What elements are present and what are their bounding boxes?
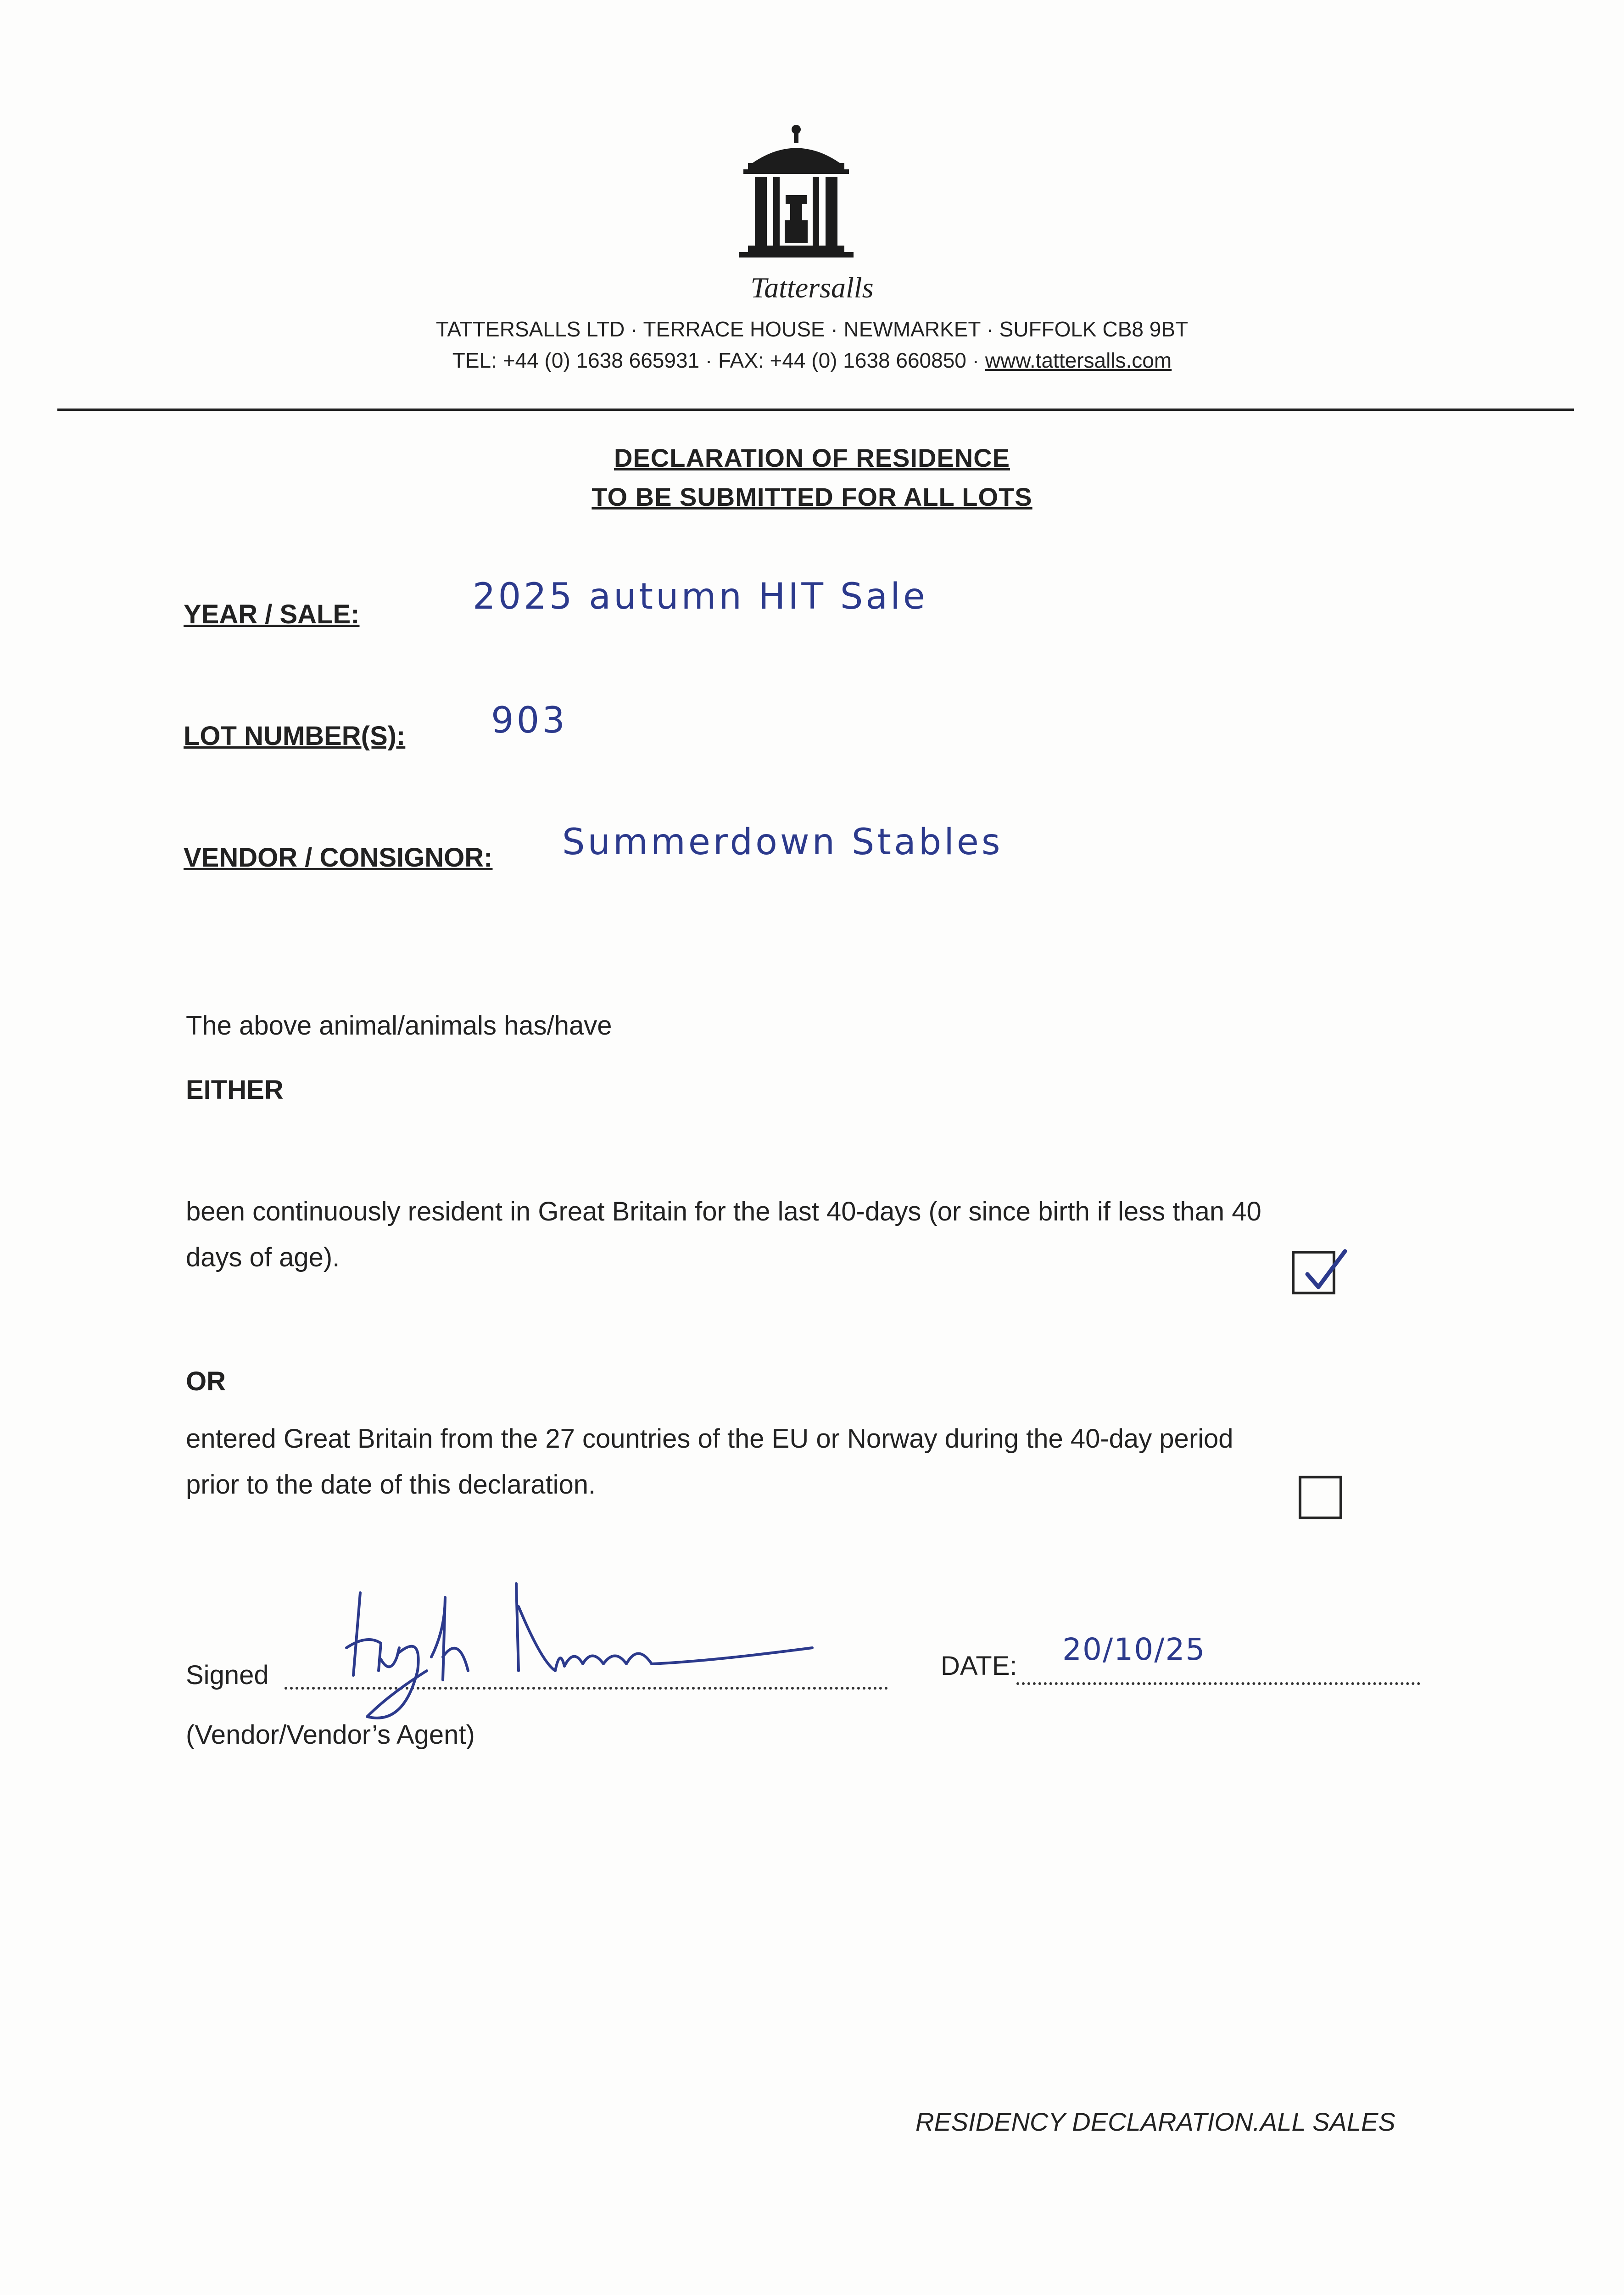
option2-text-line2: prior to the date of this declaration. <box>186 1470 596 1500</box>
date-label: DATE: <box>941 1651 1017 1681</box>
form-title: DECLARATION OF RESIDENCE <box>614 443 1010 472</box>
signer-role: (Vendor/Vendor’s Agent) <box>186 1720 475 1750</box>
checkmark-icon <box>1299 1242 1350 1297</box>
handwritten-signature[interactable] <box>340 1579 826 1730</box>
option1-text-line1: been continuously resident in Great Britain for the last 40-days (or since birth if less than 40 <box>186 1197 1261 1226</box>
option1-checkbox[interactable] <box>1292 1251 1335 1294</box>
footer-note: RESIDENCY DECLARATION.ALL SALES <box>915 2107 1395 2136</box>
option1-text-line2: days of age). <box>186 1243 340 1272</box>
form-subtitle: TO BE SUBMITTED FOR ALL LOTS <box>592 482 1032 511</box>
tattersalls-logo <box>734 119 858 275</box>
lot-number-label: LOT NUMBER(S): <box>184 721 406 751</box>
website-link[interactable]: www.tattersalls.com <box>985 348 1172 372</box>
signed-label: Signed <box>186 1660 269 1690</box>
date-value[interactable]: 20/10/25 <box>1062 1632 1206 1667</box>
lot-number-value[interactable]: 903 <box>491 700 568 741</box>
option2-checkbox[interactable] <box>1299 1476 1342 1519</box>
logo-wordmark: Tattersalls <box>750 271 874 304</box>
year-sale-value[interactable]: 2025 autumn HIT Sale <box>473 576 928 617</box>
vendor-value[interactable]: Summerdown Stables <box>562 822 1003 863</box>
header-divider <box>57 409 1574 411</box>
declaration-intro: The above animal/animals has/have <box>186 1011 612 1041</box>
company-contact <box>0 348 1624 373</box>
option2-text-line1: entered Great Britain from the 27 countries of the EU or Norway during the 40-day period <box>186 1424 1233 1454</box>
contact-phone-fax: TEL: +44 (0) 1638 665931 · FAX: +44 (0) 1638 660850 · <box>452 348 985 372</box>
company-address: TATTERSALLS LTD · TERRACE HOUSE · NEWMARKET · SUFFOLK CB8 9BT <box>435 317 1189 341</box>
either-label: EITHER <box>186 1075 284 1105</box>
date-line <box>1016 1682 1420 1685</box>
vendor-label: VENDOR / CONSIGNOR: <box>184 843 493 873</box>
or-label: OR <box>186 1366 226 1396</box>
year-sale-label: YEAR / SALE: <box>184 599 360 629</box>
